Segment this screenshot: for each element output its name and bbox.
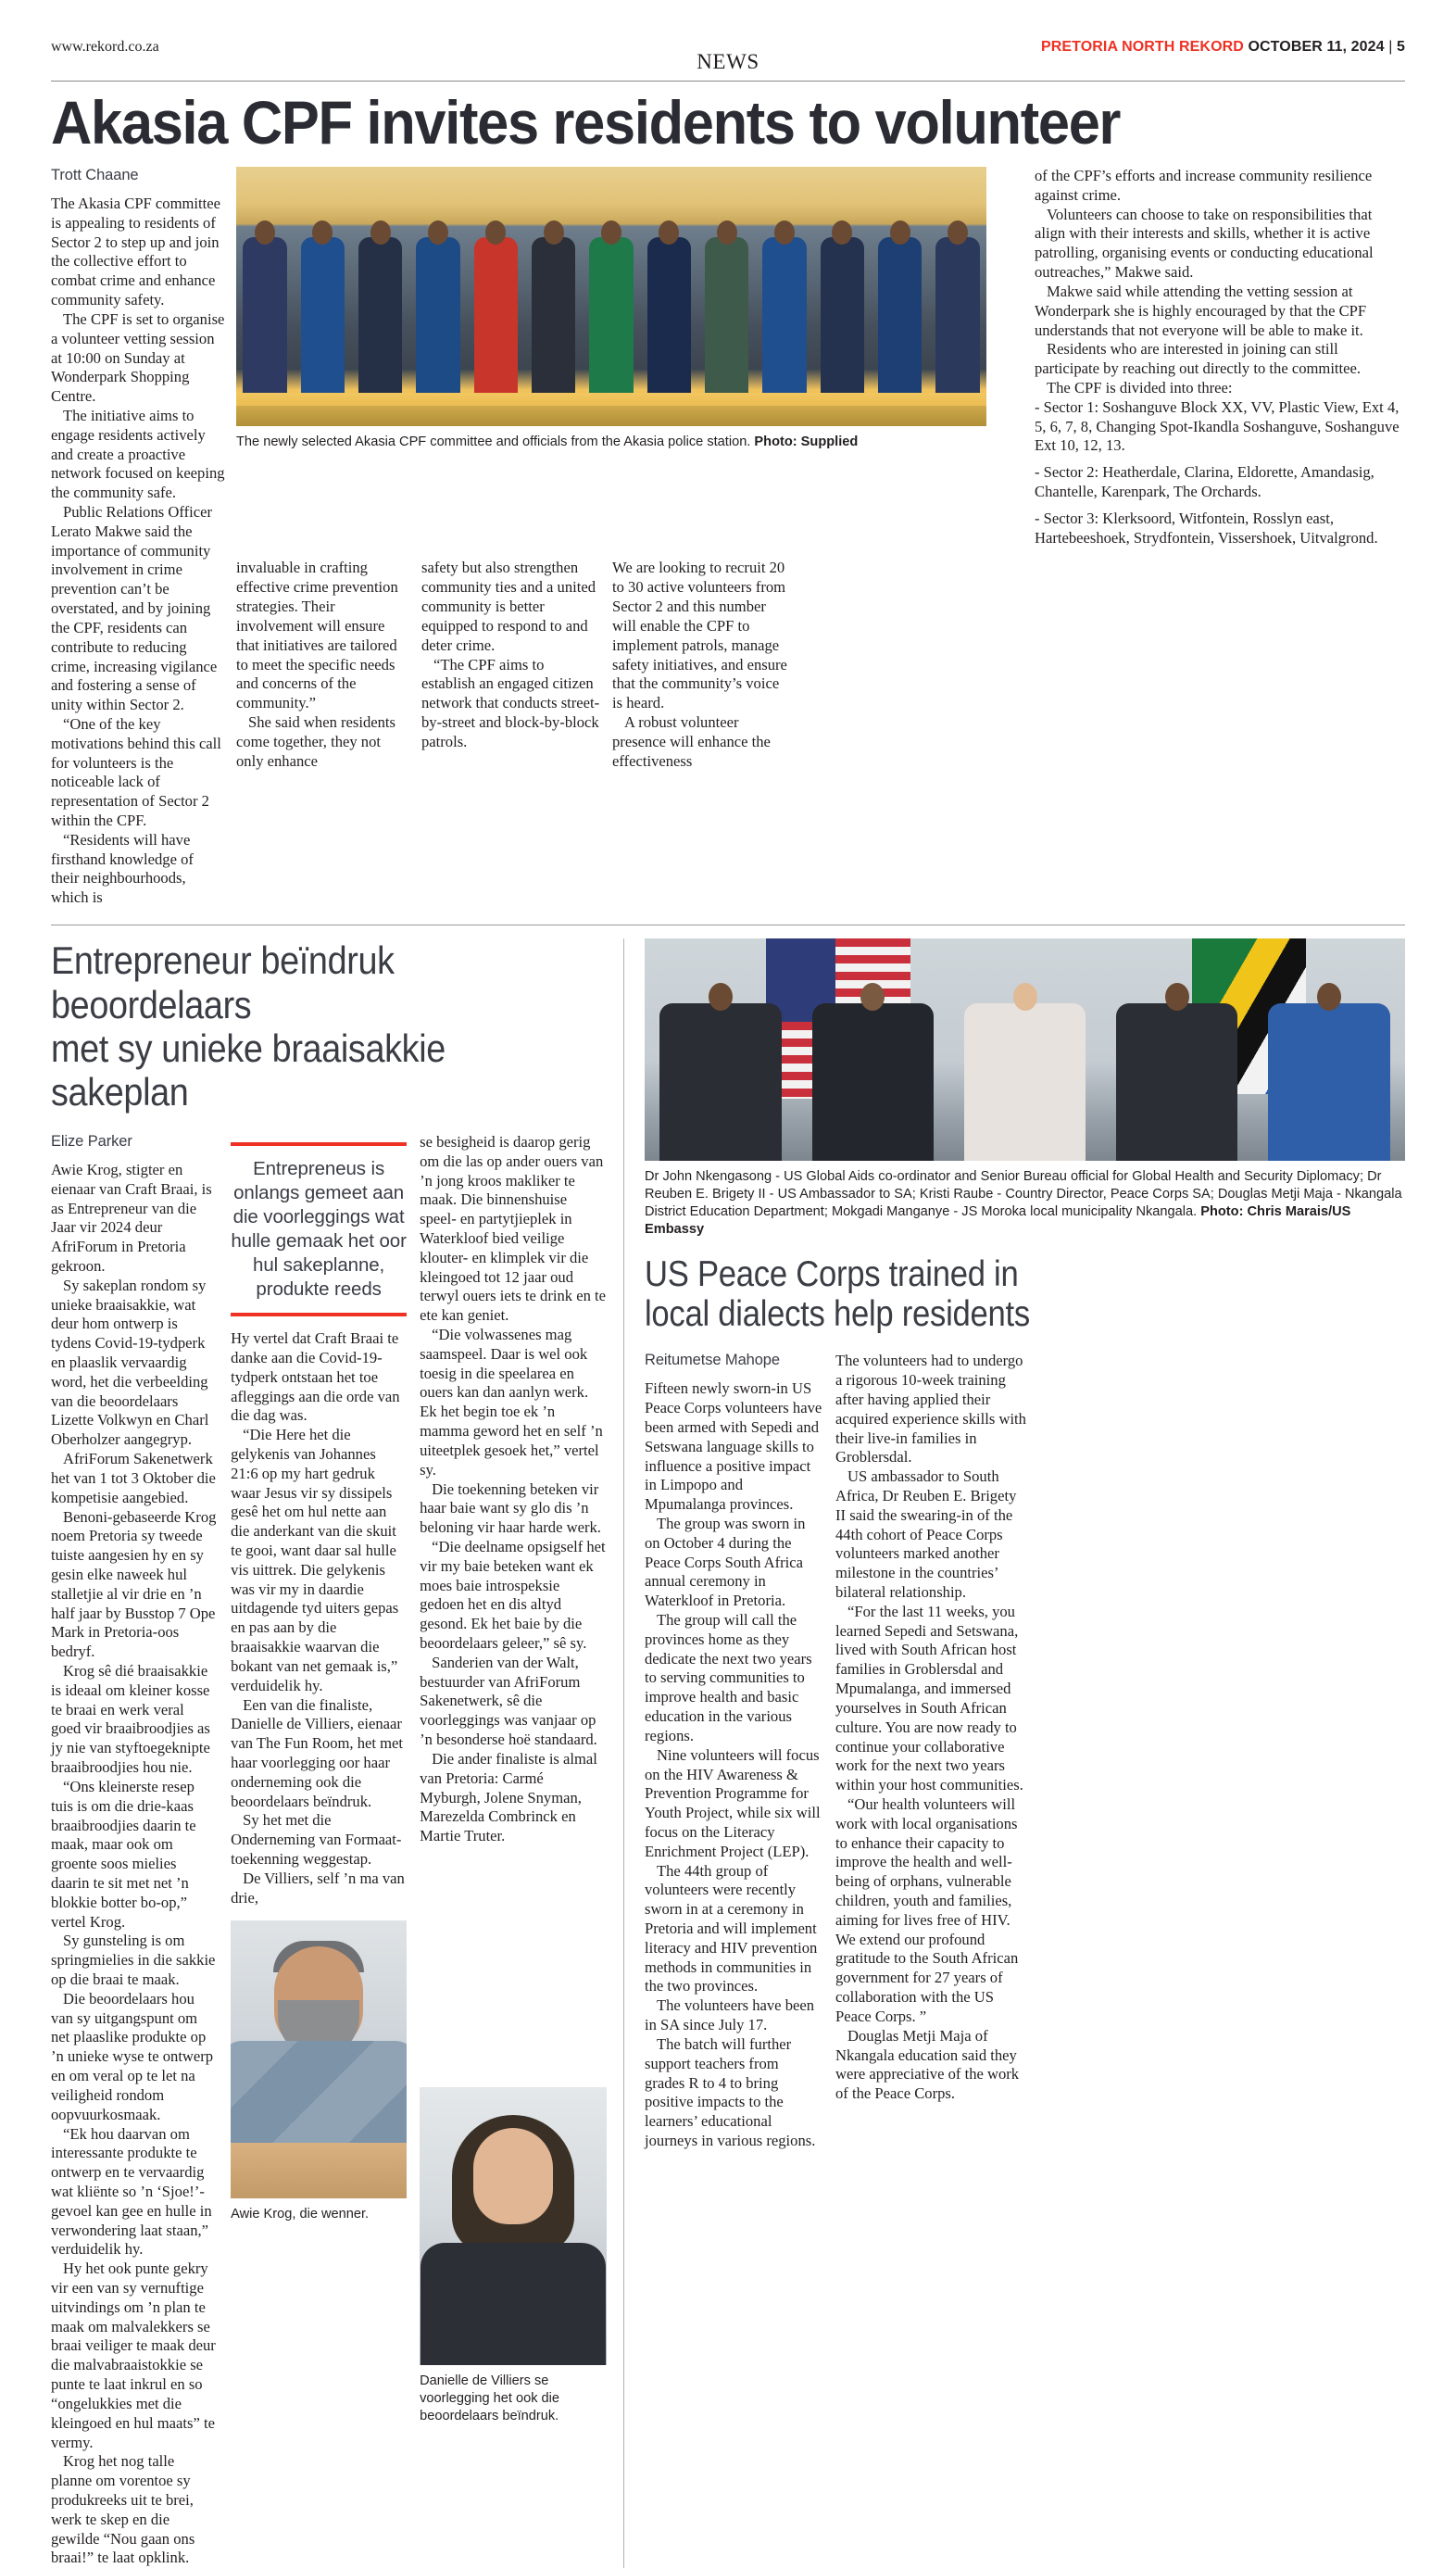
paragraph: The initiative aims to engage residents actively and create a proactive network focused on keeping the community safe. bbox=[51, 406, 225, 502]
article3-photo-caption bbox=[645, 1168, 1405, 1239]
paragraph: Volunteers can choose to take on responsibilities that align with their interests and skills, whether it is active patrolling, organising events or conducting educational outreaches,” Makwe said. bbox=[1035, 205, 1374, 282]
portrait-dress bbox=[420, 2243, 606, 2365]
lower-section bbox=[51, 938, 1405, 2568]
portrait-box-prop bbox=[231, 2143, 407, 2198]
paragraph: “Ons kleinerste resep tuis is om die drie-kaas braaibroodjies daarin te maak, maar ook om groente soos mielies daarin te sit met net ’n blokkie botter bo-op,” vertel Krog. bbox=[51, 1777, 196, 1931]
paragraph: of the CPF’s efforts and increase community resilience against crime. bbox=[1035, 167, 1373, 204]
article2-byline: Elize Parker bbox=[51, 1132, 132, 1150]
article2-headline-line2: met sy unieke braaisakkie sakeplan bbox=[51, 1026, 446, 1114]
paragraph: The volunteers had to undergo a rigorous 10-week training after having applied their acquired experience skills with their live-in families in Groblersdal. bbox=[835, 1352, 1026, 1467]
paragraph: The volunteers have been in SA since July 17. bbox=[645, 1996, 815, 2034]
article1-column-3 bbox=[421, 559, 612, 771]
paragraph: “Our health volunteers will work with local organisations to enhance their capacity to improve the health and well-being of orphans, vulnerable children, youth and families, aiming for lives free of HIV. We extend our profound gratitude to the South African government for 27 years of collaboration with the US Peace Corps. ” bbox=[835, 1794, 1019, 2025]
article2-headline-line1: Entrepreneur beïndruk beoordelaars bbox=[51, 938, 395, 1026]
article1-column-1 bbox=[51, 167, 236, 908]
paragraph: Makwe said while attending the vetting session at Wonderpark she is highly encouraged by that the CPF understands that not everyone will be able to make it. bbox=[1035, 282, 1367, 339]
paragraph: “Die volwassenes mag saamspeel. Daar is wel ook toesig in die speelarea en ouers kan dan aanlyn werk. Ek het begin toe ek ’n mamma geword het en self ’n uiteetplek gesoek het,” vertel sy. bbox=[420, 1326, 603, 1479]
masthead-divider bbox=[51, 81, 1405, 82]
article-akasia-cpf bbox=[51, 88, 1405, 908]
paragraph: Een van die finaliste, Danielle de Villiers, eienaar van The Fun Room, het met haar voorlegging oor haar onderneming ook die beoordelaars beïndruk. bbox=[231, 1695, 404, 1810]
article3-byline: Reitumetse Mahope bbox=[645, 1352, 780, 1369]
paragraph: Hy het ook punte gekry vir een van sy vernuftige uitvindings om ’n plan te maak om malvalekkers se braai veiliger te maak deur die malvabraaistokkie se punte te laat inkrul en so “ongelukkies met die kleingoed en hul maats” te vermy. bbox=[51, 2260, 216, 2451]
article1-column-2 bbox=[236, 559, 421, 771]
paragraph: invaluable in crafting effective crime prevention strategies. Their involvement will ensure that initiatives are tailored to meet the specific needs and concerns of the community.” bbox=[236, 559, 398, 712]
caption-text: The newly selected Akasia CPF committee and officials from the Akasia police station. bbox=[236, 434, 755, 450]
article1-column-4 bbox=[612, 559, 803, 771]
photo-table bbox=[236, 406, 986, 426]
paragraph: Douglas Metji Maja of Nkangala education said they were appreciative of the work of the Peace Corps. bbox=[835, 2026, 1020, 2103]
paragraph: The group will call the provinces home as they dedicate the next two years to serving communities to improve health and basic education in the various regions. bbox=[645, 1611, 812, 1744]
paragraph: Awie Krog, stigter en eienaar van Craft Braai, is as Entrepreneur van die Jaar vir 2024 deur AfriForum in Pretoria gekroon. bbox=[51, 1160, 212, 1275]
portrait-shirt bbox=[231, 2041, 407, 2152]
paragraph: Residents who are interested in joining can still participate by reaching out directly to the committee. bbox=[1035, 340, 1362, 378]
paragraph: Sy gunsteling is om springmielies in die sakkie op die braai te maak. bbox=[51, 1932, 216, 1989]
article3-column-1 bbox=[645, 1352, 835, 2151]
article2-caption-danielle: Danielle de Villiers se voorlegging het ook die beoordelaars beïndruk. bbox=[420, 2373, 560, 2424]
pullquote-rule bbox=[231, 1142, 407, 1146]
article1-column-5 bbox=[986, 167, 1405, 548]
photo-credit: Photo: Chris Marais/US Embassy bbox=[645, 1204, 1351, 1238]
article2-photo-awie-krog bbox=[231, 1920, 407, 2198]
article1-headline: Akasia CPF invites residents to volunteer bbox=[51, 88, 1121, 157]
article2-column-3 bbox=[420, 1133, 607, 2568]
paragraph: “Ek hou daarvan om interessante produkte te ontwerp en te vervaardig wat kliënte so ’n ‘Sjoe!’-gevoel kan gee en hulle in verwondering laat staan,” verduidelik hy. bbox=[51, 2124, 212, 2259]
article2-caption-awie: Awie Krog, die wenner. bbox=[231, 2207, 370, 2222]
article3-photo bbox=[645, 938, 1405, 1161]
portrait-face bbox=[473, 2128, 553, 2224]
paragraph: Hy vertel dat Craft Braai te danke aan die Covid-19-tydperk ontstaan het toe afleggings aan die orde van die dag was. bbox=[231, 1329, 400, 1425]
paragraph: The batch will further support teachers from grades R to 4 to bring positive impacts to the learners’ educational journeys in various regions. bbox=[645, 2034, 816, 2149]
page-number: 5 bbox=[1397, 39, 1405, 55]
article1-photo-caption bbox=[236, 434, 986, 451]
paragraph: A robust volunteer presence will enhance the effectiveness bbox=[612, 712, 771, 770]
paragraph: The group was sworn in on October 4 during the Peace Corps South Africa annual ceremony in Waterkloof in Pretoria. bbox=[645, 1514, 806, 1610]
paragraph: Die ander finaliste is almal van Pretoria: Carmé Myburgh, Jolene Snyman, Marezelda Combrinck en Martie Truter. bbox=[420, 1749, 597, 1845]
paragraph: - Sector 3: Klerksoord, Witfontein, Rosslyn east, Hartebeeshoek, Strydfontein, Vissershoek, Uitvalgrond. bbox=[1035, 509, 1378, 547]
photo-people-group bbox=[236, 209, 986, 395]
paragraph: Sanderien van der Walt, bestuurder van AfriForum Sakenetwerk, sê die voorleggings was vanjaar op ’n besonderse hoë standaard. bbox=[420, 1653, 597, 1749]
paragraph: “Die Here het die gelykenis van Johannes 21:6 op my hart gedruk waar Jesus vir sy dissipels gesê het om hul nette aan die anderkant van die skuit te gooi, want daar sal hulle vis uittrek. Die gelykenis was vir my in daardie uitdagende tyd uiters gepas en pas aan by die braaisakkie waarvan die bokant van net gemaak is,” verduidelik hy. bbox=[231, 1426, 399, 1694]
paragraph: The Akasia CPF committee is appealing to residents of Sector 2 to step up and join the collective effort to combat crime and enhance community safety. bbox=[51, 195, 220, 309]
article3-headline-line1: US Peace Corps trained in bbox=[645, 1253, 1019, 1294]
paragraph: - Sector 1: Soshanguve Block XX, VV, Plastic View, Ext 4, 5, 6, 7, 8, Changing Spot-Ikandla Soshanguve, Soshanguve Ext 10, 12, 13. bbox=[1035, 397, 1400, 455]
publication-name: PRETORIA NORTH REKORD bbox=[1040, 39, 1244, 55]
paragraph: Fifteen newly sworn-in US Peace Corps volunteers have been armed with Sepedi and Setswana language skills to influence a positive impact in Limpopo and Mpumalanga provinces. bbox=[645, 1379, 822, 1514]
paragraph: Nine volunteers will focus on the HIV Awareness & Prevention Programme for Youth Project, while six will focus on the Literacy Enrichment Project (LEP). bbox=[645, 1745, 821, 1860]
paragraph: AfriForum Sakenetwerk het van 1 tot 3 Oktober die kompetisie aangebied. bbox=[51, 1450, 216, 1506]
paragraph: safety but also strengthen community ties and a united community is better equipped to respond to and deter crime. bbox=[421, 559, 596, 654]
paragraph: The 44th group of volunteers were recently sworn in at a ceremony in Pretoria and will implement literacy and HIV prevention methods in communities in the two provinces. bbox=[645, 1861, 818, 1995]
paragraph: “Die deelname opsigself het vir my baie beteken want ek moes baie introspeksie gedoen het en dis altyd gesond. Ek het baie by die beoordelaars geleer,” sê sy. bbox=[420, 1537, 606, 1653]
article2-pullquote: Entrepreneus is onlangs gemeet aan die voorleggings wat hulle gemaak het oor hul sakeplanne, produkte reeds bbox=[231, 1157, 407, 1301]
paragraph: se besigheid is daarop gerig om die las op ander ouers van ’n jong kroos makliker te maak. Die binnenshuise speel- en partytjieplek in Waterkloof bied veilige klouter- en klimplek vir die kleingoed tot 12 jaar oud terwyl ouers iets te drink en te ete kan geniet. bbox=[420, 1132, 607, 1325]
paragraph: Krog het nog talle planne om vorentoe sy produkreeks uit te brei, werk te skep en die gewilde “Nou gaan ons braai!” te laat opklink. bbox=[51, 2452, 195, 2567]
website-url[interactable]: www.rekord.co.za bbox=[51, 39, 159, 55]
caption-text: Dr John Nkengasong - US Global Aids co-ordinator and Senior Bureau official for Global Health and Security Diplomacy; Dr Reuben E. Brigety II - US Ambassador to SA; Kristi Raube - Country Director, Peace Corps SA; Douglas Metji Maja - Nkangala District Education Department; Mokgadi Manganye - JS Moroka local municipality Nkangala. bbox=[645, 1169, 1402, 1220]
section-label: NEWS bbox=[697, 50, 759, 73]
article3-column-2 bbox=[835, 1352, 1026, 2151]
article2-photo-danielle bbox=[420, 2087, 607, 2365]
article1-byline: Trott Chaane bbox=[51, 167, 139, 184]
paragraph: “One of the key motivations behind this call for volunteers is the noticeable lack of representation of Sector 2 within the CPF. bbox=[51, 714, 221, 830]
photo-credit: Photo: Supplied bbox=[754, 434, 859, 450]
article2-column-2 bbox=[231, 1133, 420, 2568]
paragraph: “For the last 11 weeks, you learned Sepedi and Setswana, lived with South African host families in Groblersdal and Mpumalanga, and immersed yourselves in South African culture. You are now ready to continue your collaborative work for the next two years within your host communities. bbox=[835, 1602, 1023, 1794]
paragraph: - Sector 2: Heatherdale, Clarina, Eldorette, Amandasig, Chantelle, Karenpark, The Orchards. bbox=[1035, 463, 1374, 501]
issue-date: OCTOBER 11, 2024 bbox=[1248, 39, 1385, 55]
paragraph: Die beoordelaars hou van sy uitgangspunt om net plaaslike produkte op ’n unieke wyse te ontwerp en om veral op te let na veiligheid rondom oopvuurkosmaak. bbox=[51, 1989, 214, 2123]
paragraph: “The CPF aims to establish an engaged citizen network that conducts street-by-street and block-by-block patrols. bbox=[421, 655, 600, 750]
masthead-info bbox=[1041, 39, 1405, 56]
paragraph: Public Relations Officer Lerato Makwe said the importance of community involvement in crime prevention can’t be overstated, and by joining the CPF, residents can contribute to reducing crime, increasing vigilance and fostering a sense of unity within Sector 2. bbox=[51, 503, 218, 714]
article2-column-1 bbox=[51, 1133, 231, 2568]
pullquote-rule-bottom bbox=[231, 1313, 407, 1316]
paragraph: Sy sakeplan rondom sy unieke braaisakkie, wat deur hom ontwerp is tydens Covid-19-tydperk en plaaslik vervaardig word, het die verbeelding van die beoordelaars Lizette Volkwyn en Charl Oberholzer aangegryp. bbox=[51, 1276, 209, 1449]
paragraph: We are looking to recruit 20 to 30 active volunteers from Sector 2 and this number will enable the CPF to implement patrols, manage safety initiatives, and ensure that the community’s voice is heard. bbox=[612, 559, 787, 712]
article1-photo bbox=[236, 167, 986, 426]
paragraph: Benoni-gebaseerde Krog noem Pretoria sy tweede tuiste aangesien hy en sy gesin elke naweek hul stalletjie al vir drie en ’n half jaar by Busstop 7 Ope Mark in Pretoria-oos bedryf. bbox=[51, 1507, 217, 1661]
paragraph: The CPF is set to organise a volunteer vetting session at 10:00 on Sunday at Wonderpark Shopping Centre. bbox=[51, 309, 225, 406]
masthead-separator: | bbox=[1388, 39, 1393, 55]
photo-people-group bbox=[645, 974, 1405, 1161]
masthead bbox=[51, 0, 1405, 55]
paragraph: Die toekenning beteken vir haar baie want sy glo dis ’n beloning vir haar harde werk. bbox=[420, 1479, 601, 1537]
paragraph: The CPF is divided into three: bbox=[1047, 378, 1233, 397]
paragraph: Sy het met die Onderneming van Formaat-toekenning weggestap. bbox=[231, 1811, 402, 1869]
paragraph: De Villiers, self ’n ma van drie, bbox=[231, 1869, 405, 1907]
article-peace-corps bbox=[623, 938, 1405, 2568]
paragraph: US ambassador to South Africa, Dr Reuben E. Brigety II said the swearing-in of the 44th cohort of Peace Corps volunteers marked another milestone in the countries’ bilateral relationship. bbox=[835, 1467, 1017, 1602]
article3-headline-line2: local dialects help residents bbox=[645, 1294, 1030, 1335]
paragraph: Krog sê dié braaisakkie is ideaal om kleiner kosse te braai en werk veral goed vir braaibroodjies as jy nie van styftoegeknipte braaibroodjies hou nie. bbox=[51, 1662, 210, 1777]
article-entrepreneur bbox=[51, 938, 623, 2568]
paragraph: She said when residents come together, they not only enhance bbox=[236, 712, 395, 770]
paragraph: “Residents will have firsthand knowledge of their neighbourhoods, which is bbox=[51, 830, 194, 907]
